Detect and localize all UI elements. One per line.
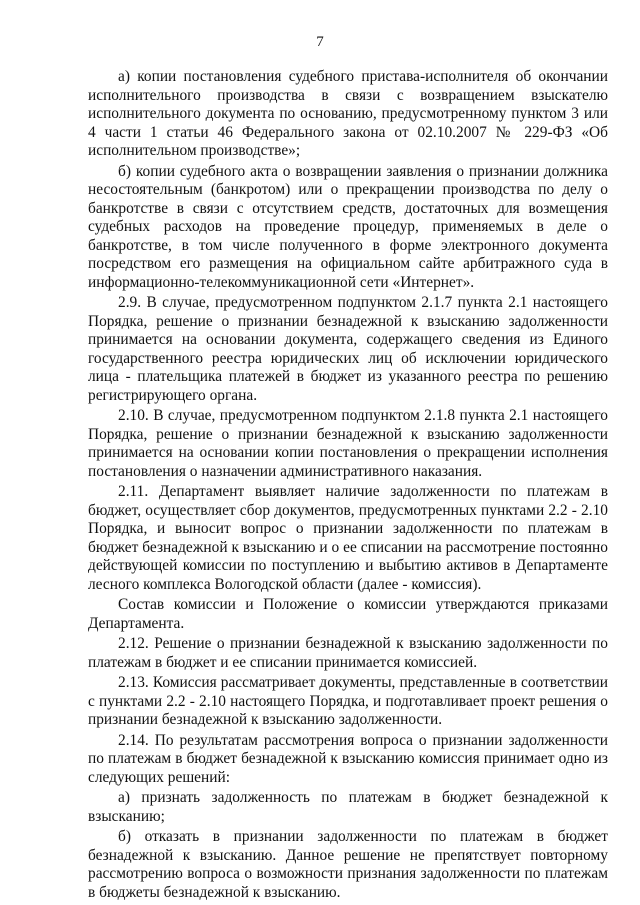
paragraph-commission-composition: Состав комиссии и Положение о комиссии утверждаются приказами Департамента. [88, 596, 608, 632]
paragraph-decision-b: б) отказать в признании задолженности по платежам в бюджет безнадежной к взысканию. Данное решение не препятствует повторному рассмотрению вопроса о возможности признания задолженности по платежам в бюджеты безнадежной к взысканию. [88, 828, 608, 901]
paragraph-a-copy-bailiff-resolution: а) копии постановления судебного пристава-исполнителя об окончании исполнительного производства в связи с возвращением взыскателю исполнительного документа по основанию, предусмотренному пунктом 3 или 4 части 1 статьи 46 Федерального закона от 02.10.2007 № 229-ФЗ «Об исполнительном производстве»; [88, 68, 608, 159]
paragraph-2-13: 2.13. Комиссия рассматривает документы, представленные в соответствии с пунктами 2.2 - 2.10 настоящего Порядка, и подготавливает проект решения о признании безнадежной к взысканию задолженности. [88, 674, 608, 728]
paragraph-2-12: 2.12. Решение о признании безнадежной к взысканию задолженности по платежам в бюджет и ее списании принимается комиссией. [88, 635, 608, 671]
paragraph-decision-a: а) признать задолженность по платежам в бюджет безнадежной к взысканию; [88, 789, 608, 825]
paragraph-2-14: 2.14. По результатам рассмотрения вопроса о признании задолженности по платежам в бюджет безнадежной к взысканию комиссия принимает одно из следующих решений: [88, 731, 608, 786]
page-number: 7 [316, 34, 324, 50]
document-body [88, 68, 608, 902]
paragraph-2-10: 2.10. В случае, предусмотренном подпунктом 2.1.8 пункта 2.1 настоящего Порядка, решение о признании безнадежной к взысканию задолженности принимается на основании копии постановления о прекращении исполнения постановления о назначении административного наказания. [88, 407, 608, 480]
paragraph-b-copy-court-act: б) копии судебного акта о возвращении заявления о признании должника несостоятельным (банкротом) или о прекращении производства по делу о банкротстве в связи с отсутствием средств, достаточных для возмещения судебных расходов на проведение процедур, применяемых в деле о банкротстве, в том числе полученного в форме электронного документа посредством его размещения на официальном сайте арбитражного суда в информационно-телекоммуникационной сети «Интернет». [88, 162, 608, 291]
paragraph-2-11: 2.11. Департамент выявляет наличие задолженности по платежам в бюджет, осуществляет сбор документов, предусмотренных пунктами 2.2 - 2.10 Порядка, и выносит вопрос о признании задолженности по платежам в бюджет безнадежной к взысканию и о ее списании на рассмотрение постоянно действующей комиссии по поступлению и выбытию активов в Департаменте лесного комплекса Вологодской области (далее - комиссия). [88, 483, 608, 593]
paragraph-2-9: 2.9. В случае, предусмотренном подпунктом 2.1.7 пункта 2.1 настоящего Порядка, решение о признании безнадежной к взысканию задолженности принимается на основании документа, содержащего сведения из Единого государственного реестра юридических лиц об исключении юридического лица - плательщика платежей в бюджет из указанного реестра по решению регистрирующего органа. [88, 294, 608, 404]
